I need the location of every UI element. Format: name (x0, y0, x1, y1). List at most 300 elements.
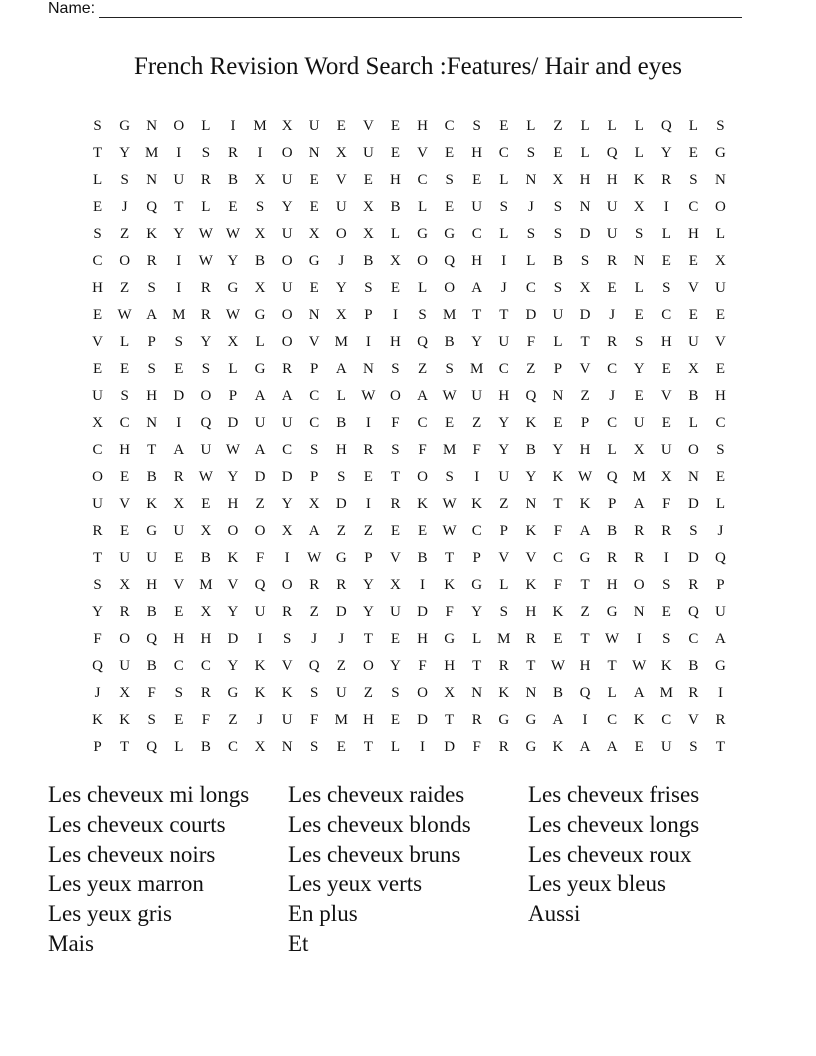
grid-cell[interactable]: V (92, 334, 103, 350)
grid-cell[interactable]: N (525, 172, 537, 188)
grid-cell[interactable]: C (173, 658, 184, 674)
grid-cell[interactable]: F (526, 334, 536, 350)
grid-cell[interactable]: S (120, 388, 129, 404)
grid-cell[interactable]: R (688, 577, 699, 593)
grid-cell[interactable]: S (310, 685, 319, 701)
grid-cell[interactable]: F (310, 712, 319, 728)
grid-cell[interactable]: M (334, 334, 348, 350)
grid-cell[interactable]: P (499, 523, 508, 539)
grid-cell[interactable]: R (92, 523, 103, 539)
grid-cell[interactable]: I (636, 631, 642, 647)
grid-cell[interactable]: I (284, 550, 290, 566)
grid-cell[interactable]: H (579, 658, 591, 674)
grid-cell[interactable]: O (200, 388, 212, 404)
grid-cell[interactable]: W (307, 550, 322, 566)
grid-cell[interactable]: A (579, 739, 591, 755)
grid-cell[interactable]: K (254, 658, 266, 674)
grid-cell[interactable]: E (363, 172, 373, 188)
grid-cell[interactable]: N (146, 172, 158, 188)
grid-cell[interactable]: V (579, 361, 591, 377)
grid-cell[interactable]: V (227, 577, 239, 593)
grid-cell[interactable]: A (254, 442, 266, 458)
grid-cell[interactable]: C (715, 415, 726, 431)
grid-cell[interactable]: A (146, 307, 158, 323)
grid-cell[interactable]: R (282, 361, 293, 377)
grid-cell[interactable]: L (715, 226, 726, 242)
grid-cell[interactable]: L (228, 361, 238, 377)
grid-cell[interactable]: X (254, 226, 266, 242)
grid-cell[interactable]: D (579, 307, 591, 323)
grid-cell[interactable]: G (444, 226, 456, 242)
grid-cell[interactable]: L (417, 280, 428, 296)
grid-cell[interactable]: D (444, 739, 456, 755)
grid-cell[interactable]: H (173, 631, 185, 647)
grid-cell[interactable]: C (444, 118, 455, 134)
grid-cell[interactable]: H (444, 658, 456, 674)
grid-cell[interactable]: J (609, 307, 616, 323)
grid-cell[interactable]: J (311, 631, 318, 647)
grid-cell[interactable]: G (579, 550, 591, 566)
grid-cell[interactable]: F (553, 523, 563, 539)
grid-cell[interactable]: S (93, 226, 102, 242)
grid-cell[interactable]: Q (92, 658, 103, 674)
grid-cell[interactable]: B (688, 658, 699, 674)
grid-cell[interactable]: H (200, 631, 212, 647)
grid-cell[interactable]: L (688, 415, 698, 431)
grid-cell[interactable]: T (472, 307, 482, 323)
grid-cell[interactable]: F (255, 550, 265, 566)
grid-cell[interactable]: W (198, 226, 213, 242)
grid-cell[interactable]: E (309, 280, 319, 296)
grid-cell[interactable]: O (254, 523, 266, 539)
grid-cell[interactable]: E (309, 199, 319, 215)
grid-cell[interactable]: U (498, 469, 510, 485)
grid-cell[interactable]: T (607, 658, 617, 674)
grid-cell[interactable]: T (499, 307, 509, 323)
grid-cell[interactable]: D (173, 388, 185, 404)
grid-cell[interactable]: R (336, 577, 347, 593)
grid-cell[interactable]: T (472, 658, 482, 674)
grid-cell[interactable]: Q (606, 145, 618, 161)
grid-cell[interactable]: Z (580, 604, 590, 620)
grid-cell[interactable]: L (634, 280, 644, 296)
grid-cell[interactable]: S (391, 442, 400, 458)
grid-cell[interactable]: D (227, 631, 239, 647)
grid-cell[interactable]: H (390, 172, 401, 188)
grid-cell[interactable]: A (633, 496, 645, 512)
grid-cell[interactable]: B (444, 334, 455, 350)
grid-cell[interactable]: S (147, 712, 156, 728)
grid-cell[interactable]: E (92, 307, 103, 323)
grid-cell[interactable]: Y (119, 145, 131, 161)
grid-cell[interactable]: D (687, 496, 699, 512)
grid-cell[interactable]: K (525, 577, 537, 593)
grid-cell[interactable]: U (281, 172, 293, 188)
grid-cell[interactable]: C (552, 550, 563, 566)
grid-cell[interactable]: H (390, 334, 401, 350)
grid-cell[interactable]: U (92, 496, 103, 512)
grid-cell[interactable]: I (257, 631, 263, 647)
grid-cell[interactable]: K (498, 685, 510, 701)
grid-cell[interactable]: E (445, 199, 455, 215)
grid-cell[interactable]: A (254, 388, 266, 404)
grid-cell[interactable]: S (662, 631, 671, 647)
grid-cell[interactable]: M (145, 145, 159, 161)
grid-cell[interactable]: A (633, 685, 645, 701)
grid-cell[interactable]: X (390, 253, 401, 269)
grid-cell[interactable]: L (174, 739, 184, 755)
grid-cell[interactable]: N (362, 361, 374, 377)
grid-cell[interactable]: Y (498, 442, 510, 458)
grid-cell[interactable]: E (174, 712, 184, 728)
grid-cell[interactable]: P (716, 577, 725, 593)
grid-cell[interactable]: T (526, 658, 536, 674)
grid-cell[interactable]: K (227, 550, 239, 566)
grid-cell[interactable]: J (338, 631, 345, 647)
grid-cell[interactable]: G (525, 712, 537, 728)
grid-cell[interactable]: M (497, 631, 511, 647)
grid-cell[interactable]: O (417, 253, 428, 269)
grid-cell[interactable]: V (362, 118, 374, 134)
grid-cell[interactable]: H (146, 577, 158, 593)
grid-cell[interactable]: M (442, 442, 457, 458)
grid-cell[interactable]: K (633, 172, 645, 188)
grid-cell[interactable]: Q (606, 469, 618, 485)
grid-cell[interactable]: E (715, 469, 726, 485)
grid-cell[interactable]: U (633, 415, 645, 431)
grid-cell[interactable]: N (633, 604, 645, 620)
grid-cell[interactable]: I (582, 712, 588, 728)
grid-cell[interactable]: L (336, 388, 346, 404)
grid-cell[interactable]: G (254, 361, 266, 377)
grid-cell[interactable]: O (92, 469, 103, 485)
grid-cell[interactable]: Q (146, 739, 158, 755)
grid-cell[interactable]: E (607, 280, 617, 296)
grid-cell[interactable]: Q (444, 253, 456, 269)
grid-cell[interactable]: E (661, 604, 671, 620)
grid-cell[interactable]: N (281, 739, 293, 755)
grid-cell[interactable]: Y (552, 442, 564, 458)
grid-cell[interactable]: X (335, 145, 347, 161)
grid-cell[interactable]: O (173, 118, 185, 134)
grid-cell[interactable]: K (146, 496, 158, 512)
grid-cell[interactable]: L (201, 118, 211, 134)
grid-cell[interactable]: R (688, 685, 699, 701)
grid-cell[interactable]: U (715, 604, 726, 620)
grid-cell[interactable]: S (526, 145, 536, 161)
grid-cell[interactable]: N (146, 415, 158, 431)
grid-cell[interactable]: X (362, 226, 374, 242)
grid-cell[interactable]: K (471, 496, 483, 512)
grid-cell[interactable]: I (257, 145, 263, 161)
grid-cell[interactable]: A (281, 388, 293, 404)
grid-cell[interactable]: T (92, 550, 103, 566)
grid-cell[interactable]: S (147, 361, 156, 377)
grid-cell[interactable]: O (390, 388, 401, 404)
grid-cell[interactable]: B (227, 172, 238, 188)
grid-cell[interactable]: Z (472, 415, 482, 431)
grid-cell[interactable]: R (146, 253, 157, 269)
grid-cell[interactable]: O (715, 199, 726, 215)
grid-cell[interactable]: Y (471, 604, 483, 620)
grid-cell[interactable]: K (146, 226, 158, 242)
grid-cell[interactable]: G (227, 685, 239, 701)
grid-cell[interactable]: W (225, 226, 241, 242)
grid-cell[interactable]: R (661, 523, 672, 539)
grid-cell[interactable]: C (688, 631, 699, 647)
grid-cell[interactable]: M (470, 361, 484, 377)
grid-cell[interactable]: O (633, 577, 645, 593)
grid-cell[interactable]: H (579, 172, 591, 188)
grid-cell[interactable]: U (281, 712, 293, 728)
grid-cell[interactable]: X (633, 199, 645, 215)
grid-cell[interactable]: N (552, 388, 564, 404)
grid-cell[interactable]: X (660, 469, 672, 485)
grid-cell[interactable]: A (471, 280, 483, 296)
grid-cell[interactable]: L (661, 226, 671, 242)
grid-cell[interactable]: S (445, 172, 454, 188)
grid-cell[interactable]: Y (281, 199, 293, 215)
grid-cell[interactable]: E (390, 523, 401, 539)
grid-cell[interactable]: O (281, 145, 293, 161)
grid-cell[interactable]: H (606, 577, 618, 593)
grid-cell[interactable]: Y (92, 604, 103, 620)
grid-cell[interactable]: E (174, 604, 184, 620)
grid-cell[interactable]: L (526, 118, 536, 134)
grid-cell[interactable]: I (176, 145, 182, 161)
grid-cell[interactable]: S (418, 307, 427, 323)
grid-cell[interactable]: G (146, 523, 158, 539)
grid-cell[interactable]: K (552, 739, 564, 755)
grid-cell[interactable]: I (176, 280, 182, 296)
grid-cell[interactable]: J (338, 253, 345, 269)
grid-cell[interactable]: S (635, 334, 644, 350)
grid-cell[interactable]: Y (525, 469, 537, 485)
grid-cell[interactable]: U (119, 658, 131, 674)
grid-cell[interactable]: C (309, 415, 320, 431)
grid-cell[interactable]: E (634, 307, 644, 323)
grid-cell[interactable]: Y (281, 496, 293, 512)
grid-cell[interactable]: B (552, 685, 563, 701)
grid-cell[interactable]: P (553, 361, 563, 377)
grid-cell[interactable]: D (417, 604, 428, 620)
grid-cell[interactable]: X (633, 442, 645, 458)
grid-cell[interactable]: T (553, 496, 563, 512)
grid-cell[interactable]: W (550, 658, 566, 674)
grid-cell[interactable]: C (227, 739, 238, 755)
grid-cell[interactable]: W (632, 658, 647, 674)
grid-cell[interactable]: H (362, 712, 374, 728)
grid-cell[interactable]: O (119, 631, 131, 647)
grid-cell[interactable]: Z (417, 361, 428, 377)
grid-cell[interactable]: G (227, 280, 239, 296)
grid-cell[interactable]: E (661, 361, 671, 377)
grid-cell[interactable]: G (308, 253, 320, 269)
grid-cell[interactable]: K (281, 685, 293, 701)
grid-cell[interactable]: Q (525, 388, 537, 404)
grid-cell[interactable]: X (335, 307, 347, 323)
grid-cell[interactable]: N (308, 307, 320, 323)
grid-cell[interactable]: I (176, 253, 182, 269)
grid-cell[interactable]: W (117, 307, 132, 323)
grid-cell[interactable]: Y (498, 415, 510, 431)
grid-cell[interactable]: H (687, 226, 699, 242)
grid-cell[interactable]: B (200, 739, 211, 755)
grid-cell[interactable]: A (579, 523, 591, 539)
grid-cell[interactable]: I (717, 685, 723, 701)
grid-cell[interactable]: T (363, 631, 373, 647)
grid-cell[interactable]: E (472, 172, 482, 188)
grid-cell[interactable]: P (93, 739, 102, 755)
grid-cell[interactable]: C (92, 442, 103, 458)
grid-cell[interactable]: G (715, 145, 726, 161)
grid-cell[interactable]: T (92, 145, 103, 161)
grid-cell[interactable]: Q (687, 604, 699, 620)
grid-cell[interactable]: U (498, 334, 510, 350)
grid-cell[interactable]: Z (336, 658, 346, 674)
grid-cell[interactable]: R (282, 604, 293, 620)
grid-cell[interactable]: R (200, 307, 211, 323)
grid-cell[interactable]: N (471, 685, 483, 701)
grid-cell[interactable]: S (147, 280, 156, 296)
grid-cell[interactable]: U (715, 280, 726, 296)
grid-cell[interactable]: S (310, 442, 319, 458)
grid-cell[interactable]: E (499, 118, 509, 134)
grid-cell[interactable]: T (120, 739, 130, 755)
grid-cell[interactable]: C (92, 253, 103, 269)
grid-cell[interactable]: X (715, 253, 726, 269)
grid-cell[interactable]: P (364, 307, 373, 323)
grid-cell[interactable]: F (445, 604, 454, 620)
grid-cell[interactable]: E (390, 712, 401, 728)
grid-cell[interactable]: I (420, 739, 426, 755)
grid-cell[interactable]: D (417, 712, 428, 728)
grid-cell[interactable]: L (390, 739, 401, 755)
grid-cell[interactable]: D (687, 550, 699, 566)
grid-cell[interactable]: F (472, 739, 481, 755)
grid-cell[interactable]: A (552, 712, 564, 728)
grid-cell[interactable]: W (442, 388, 457, 404)
grid-cell[interactable]: L (607, 685, 617, 701)
grid-cell[interactable]: N (525, 496, 537, 512)
grid-cell[interactable]: I (230, 118, 236, 134)
grid-cell[interactable]: T (580, 334, 590, 350)
grid-cell[interactable]: L (390, 226, 401, 242)
grid-cell[interactable]: S (662, 280, 671, 296)
grid-cell[interactable]: P (472, 550, 481, 566)
grid-cell[interactable]: L (526, 253, 536, 269)
grid-cell[interactable]: B (525, 442, 536, 458)
grid-cell[interactable]: R (200, 685, 211, 701)
grid-cell[interactable]: S (689, 739, 698, 755)
grid-cell[interactable]: X (92, 415, 103, 431)
grid-cell[interactable]: S (120, 172, 129, 188)
grid-cell[interactable]: L (688, 118, 698, 134)
grid-cell[interactable]: S (445, 361, 454, 377)
grid-cell[interactable]: S (662, 577, 671, 593)
grid-cell[interactable]: U (308, 118, 320, 134)
grid-cell[interactable]: C (607, 712, 618, 728)
name-field[interactable] (48, 0, 742, 18)
grid-cell[interactable]: L (715, 496, 726, 512)
grid-cell[interactable]: O (281, 577, 293, 593)
grid-cell[interactable]: K (254, 685, 266, 701)
grid-cell[interactable]: U (200, 442, 212, 458)
grid-cell[interactable]: K (92, 712, 103, 728)
grid-cell[interactable]: F (553, 577, 563, 593)
grid-cell[interactable]: I (420, 577, 426, 593)
grid-cell[interactable]: H (417, 118, 428, 134)
grid-cell[interactable]: E (390, 118, 401, 134)
grid-cell[interactable]: S (174, 334, 183, 350)
grid-cell[interactable]: N (579, 199, 591, 215)
grid-cell[interactable]: T (174, 199, 184, 215)
grid-cell[interactable]: X (254, 280, 266, 296)
grid-cell[interactable]: S (445, 469, 454, 485)
grid-cell[interactable]: T (363, 739, 373, 755)
grid-cell[interactable]: U (281, 280, 293, 296)
grid-cell[interactable]: L (553, 334, 563, 350)
grid-cell[interactable]: G (444, 631, 456, 647)
grid-cell[interactable]: N (525, 685, 537, 701)
grid-cell[interactable]: L (607, 442, 617, 458)
grid-cell[interactable]: F (418, 442, 427, 458)
grid-cell[interactable]: E (390, 145, 401, 161)
grid-cell[interactable]: W (577, 469, 593, 485)
grid-cell[interactable]: L (499, 226, 509, 242)
grid-cell[interactable]: X (362, 199, 374, 215)
grid-cell[interactable]: E (228, 199, 238, 215)
grid-cell[interactable]: R (363, 442, 374, 458)
grid-cell[interactable]: U (281, 226, 293, 242)
grid-cell[interactable]: E (715, 361, 726, 377)
grid-cell[interactable]: L (634, 145, 644, 161)
grid-cell[interactable]: G (606, 604, 618, 620)
grid-cell[interactable]: L (120, 334, 130, 350)
grid-cell[interactable]: C (661, 307, 672, 323)
grid-cell[interactable]: K (444, 577, 456, 593)
grid-cell[interactable]: G (417, 226, 428, 242)
grid-cell[interactable]: O (281, 307, 293, 323)
grid-cell[interactable]: P (310, 361, 319, 377)
grid-cell[interactable]: C (417, 415, 428, 431)
grid-cell[interactable]: S (201, 145, 211, 161)
grid-cell[interactable]: F (418, 658, 427, 674)
grid-cell[interactable]: N (146, 118, 158, 134)
grid-cell[interactable]: S (310, 739, 319, 755)
grid-cell[interactable]: C (119, 415, 130, 431)
grid-cell[interactable]: C (282, 442, 293, 458)
grid-cell[interactable]: N (687, 469, 699, 485)
grid-cell[interactable]: H (715, 388, 726, 404)
grid-cell[interactable]: L (499, 172, 509, 188)
grid-cell[interactable]: C (607, 415, 618, 431)
grid-cell[interactable]: K (552, 469, 564, 485)
grid-cell[interactable]: Y (227, 658, 239, 674)
grid-cell[interactable]: I (663, 199, 669, 215)
grid-cell[interactable]: L (92, 172, 103, 188)
grid-cell[interactable]: H (227, 496, 239, 512)
grid-cell[interactable]: U (281, 415, 293, 431)
grid-cell[interactable]: H (417, 631, 428, 647)
grid-cell[interactable]: J (609, 388, 616, 404)
grid-cell[interactable]: O (417, 469, 428, 485)
grid-cell[interactable]: O (687, 442, 699, 458)
grid-cell[interactable]: H (335, 442, 347, 458)
grid-cell[interactable]: M (253, 118, 267, 134)
grid-cell[interactable]: X (200, 604, 212, 620)
grid-cell[interactable]: Z (228, 712, 238, 728)
